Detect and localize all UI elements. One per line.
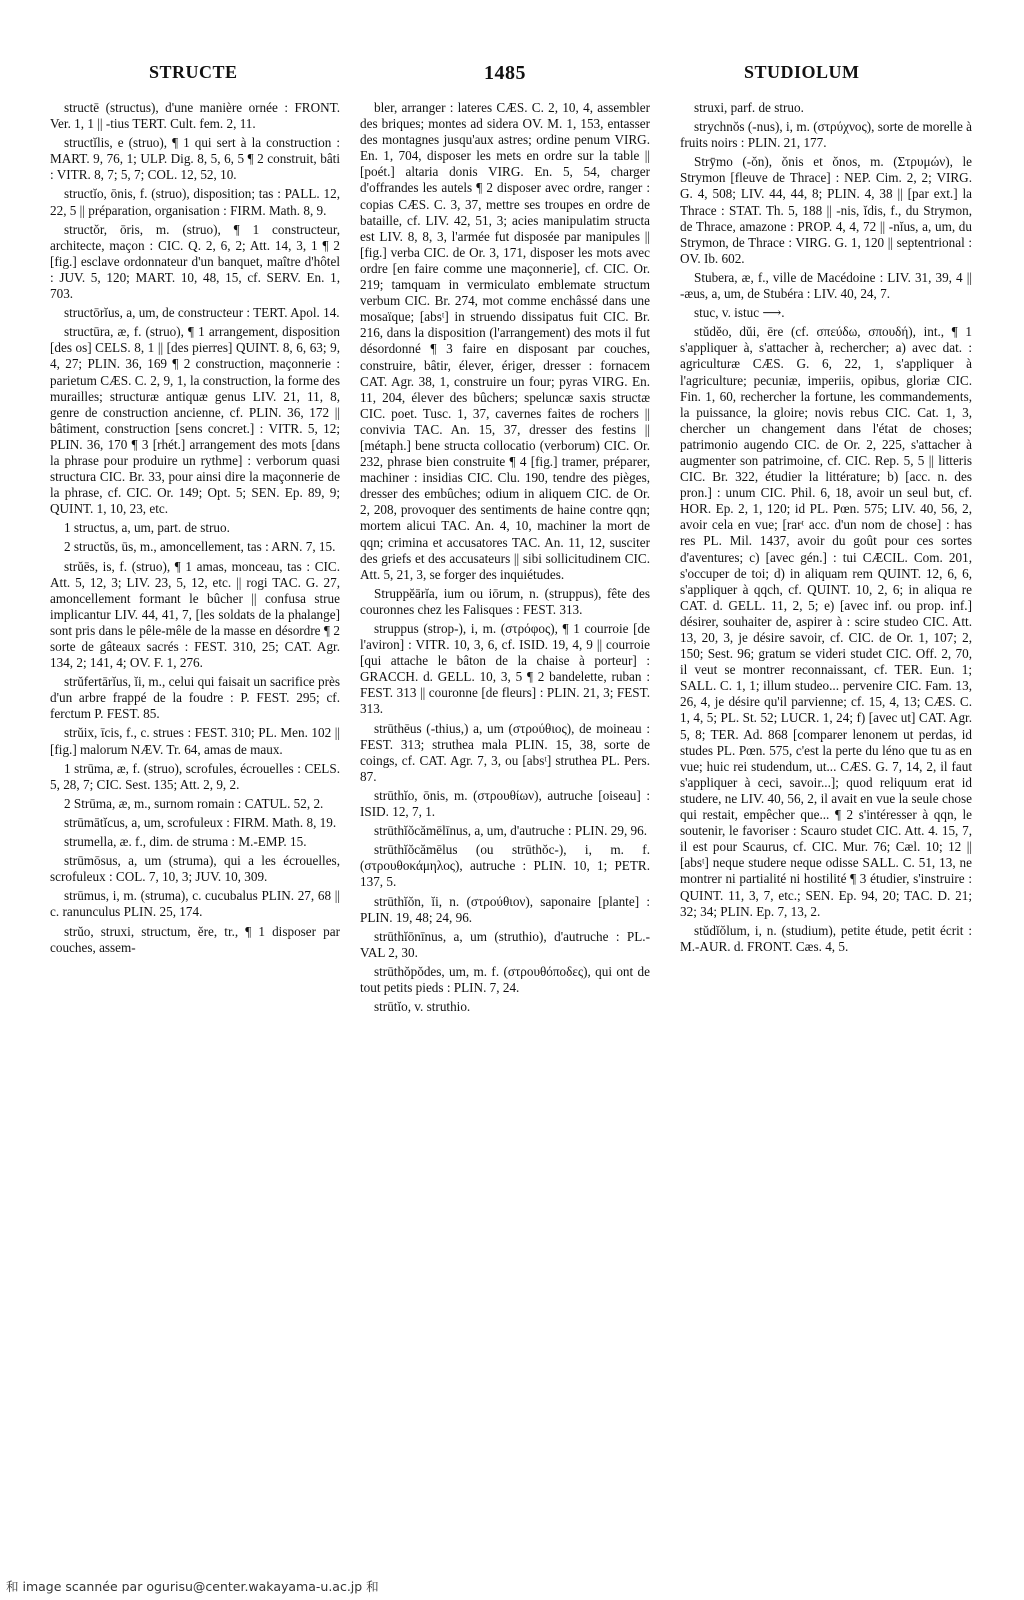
dictionary-entry: Strȳmo (-ŏn), ŏnis et ŏnos, m. (Στρυμών), le Strymon [fleuve de Thrace] : NEP. Cim. 2, 2; VIRG. G. 4, 508; LIV. 44, 44, 8; PLIN. 4, 38 || [par ext.] la Thrace : STAT. Th. 5, 188 || -nis, ĭdis, f., du Strymon, de Thrace, amazone : PROP. 4, 4, 72 || -nĭus, a, um, du Strymon, de Thrace : VIRG. G. 1, 120 || septentrional : OV. Ib. 602. [680, 154, 972, 266]
dictionary-entry: strūthĭŏcămēlus (ou strūthŏc-), i, m. f. (στρουθοκάμηλος), autruche : PLIN. 10, 1; PETR. 137, 5. [360, 842, 650, 890]
dictionary-entry: structūra, æ, f. (struo), ¶ 1 arrangement, disposition [des os] CELS. 8, 1 || [des pierres] QUINT. 8, 6, 63; 9, 4, 27; PLIN. 36, 169 ¶ 2 construction, maçonnerie : parietum CÆS. C. 2, 9, 1, la construction, la forme des murailles; structuræ antiquæ genus LIV. 21, 11, 8, genre de construction ancienne, cf. PLIN. 36, 172 || bâtiment, construction [sens concret.] : VITR. 5, 12; PLIN. 36, 170 ¶ 3 [rhét.] arrangement des mots [dans la phrase pour produire un rythme] : verborum quasi structura CIC. Br. 33, pour ainsi dire la maçonnerie de la phrase, cf. CIC. Or. 149; Opt. 5; SEN. Ep. 89, 9; QUINT. 1, 10, 23, etc. [50, 324, 340, 517]
column-3 [680, 100, 972, 958]
column-2 [360, 100, 650, 1018]
dictionary-entry: 1 structus, a, um, part. de struo. [64, 520, 230, 536]
dictionary-entry: struxi, parf. de struo. [694, 100, 804, 115]
header-first-word: STRUCTE [149, 62, 238, 82]
dictionary-entry: strūthĭŏcămēlīnus, a, um, d'autruche : PLIN. 29, 96. [374, 823, 648, 839]
dictionary-entry: strūmātĭcus, a, um, scrofuleux : FIRM. Math. 8, 19. [64, 814, 337, 830]
dictionary-entry: strūthĭōnīnus, a, um (struthio), d'autruche : PL.-VAL 2, 30. [360, 928, 650, 960]
dictionary-entry: strumella, æ. f., dim. de struma : M.-EMP. 15. [64, 834, 307, 850]
dictionary-entry: stŭdĕo, dŭi, ēre (cf. σπεύδω, σπουδή), int., ¶ 1 s'appliquer à, s'attacher à, rechercher; a) avec dat. : agriculturæ CÆS. G. 6, 22, 1, s'appliquer à l'agriculture; pecuniæ, imperiis, opibus, gloriæ CIC. Fin. 1, 60, rechercher la fortune, les commandements, la puissance, la gloire; novis rebus CIC. Cat. 1, 3, chercher un changement dans l'état de choses; patrimonio augendo CIC. de Or. 2, 225, s'attacher à augmenter son patrimoine, cf. CIC. Rep. 5, 5 || litteris CIC. Br. 322, étudier la littérature; b) [acc. n. des pron.] : unum CIC. Phil. 6, 18, avoir un seul but, cf. HOR. Ep. 2, 1, 120; id PL. Pœn. 575; LIV. 40, 56, 2, avoir cela en vue; [rarᵗ acc. d'un nom de chose] : has res PL. Mil. 1437, avoir du goût pour ces sortes d'aventures; c) [avec gén.] : tui CÆCIL. Com. 201, s'occuper de toi; d) in aliquam rem QUINT. 12, 6, 6, s'appliquer à qqch, cf. QUINT. 10, 2, 6; in aliqua re CAT. d. GELL. 11, 2, 5; e) [avec inf. ou prop. inf.] désirer, souhaiter de, aspirer à : scire studeo CIC. Att. 13, 20, 3, je désire savoir, cf. CIC. de Or. 1, 107; 2, 150; Sest. 96; gratum se videri studet CIC. Off. 2, 70, il veut se montrer reconnaissant, cf. TER. Eun. 1; SALL. C. 1, 1; illum studeo... pervenire CIC. Fam. 13, 26, 4, je désire qu'il parvienne; cf. 15, 4, 13; CÆS. C. 1, 4, 5; PL. St. 52; LUCR. 1, 24; f) [avec ut] CAT. Agr. 5, 8; TER. Ad. 868 [comparer lenonem ut perdas, id studes PL. Pœn. 575, c'est la perte du léno que tu as en vue; huic rei studendum, ut... CÆS. G. 7, 14, 2, il faut s'appliquer à ceci, savoir...]; quod reliquum erat id studere, ne LIV. 40, 56, 2, il avait en vue la seule chose qui restait, empêcher que... ¶ 2 s'intéresser à qqn, le soutenir, le favoriser : Scauro studet CIC. Att. 4. 15, 7, il est pour Scaurus, cf. CIC. Mur. 76; Cæl. 10; 12 || [absᵗ] neque studere neque odisse SALL. C. 51, 13, ne montrer ni partialité ni hostilité ¶ 3 étudier, s'instruire : QUINT. 11, 3, 7, etc.; SEN. Ep. 94, 20; TAC. D. 21; 32; 34; PLIN. Ep. 7, 13, 2. [680, 324, 972, 919]
dictionary-entry: strŭēs, is, f. (struo), ¶ 1 amas, monceau, tas : CIC. Att. 5, 12, 3; LIV. 23, 5, 12, etc. || rogi TAC. G. 27, amoncellement formant le bûcher || confusa strue implicantur LIV. 44, 41, 7, [les soldats de la phalange] sont pris dans le pêle-mêle de la masse en désordre ¶ 2 sorte de gâteaux sacrés : FEST. 310, 25; CAT. Agr. 134, 2; 141, 4; OV. F. 1, 276. [50, 558, 340, 671]
dictionary-entry: strŭfertārĭus, ĭi, m., celui qui faisait un sacrifice près d'un arbre frappé de la foudre : P. FEST. 295; cf. ferctum P. FEST. 85. [50, 674, 340, 722]
dictionary-entry: 2 Strūma, æ, m., surnom romain : CATUL. 52, 2. [64, 795, 324, 811]
dictionary-entry: structŏr, ōris, m. (struo), ¶ 1 constructeur, architecte, maçon : CIC. Q. 2, 6, 2; Att. 14, 3, 1 ¶ 2 [fig.] esclave ordonnateur d'un banquet, maître d'hôtel : JUV. 5, 120; MART. 10, 48, 15, cf. SERV. En. 1, 703. [50, 221, 340, 302]
dictionary-entry: structē (structus), d'une manière ornée : FRONT. Ver. 1, 1 || -tius TERT. Cult. fem. 2, 11. [50, 100, 340, 132]
dictionary-entry: strūmōsus, a, um (struma), qui a les écrouelles, scrofuleux : COL. 7, 10, 3; JUV. 10, 309. [50, 853, 340, 885]
dictionary-entry: strūthĭŏn, ĭi, n. (στρούθιον), saponaire [plante] : PLIN. 19, 48; 24, 96. [360, 893, 650, 925]
dictionary-entry: strŭix, īcis, f., c. strues : FEST. 310; PL. Men. 102 || [fig.] malorum NÆV. Tr. 64, amas de maux. [50, 725, 340, 757]
dictionary-entry: strūthēus (-thius,) a, um (στρούθιος), de moineau : FEST. 313; struthea mala PLIN. 15, 38, sorte de coings, cf. CAT. Agr. 7, 3, ou [absᵗ] struthea PL. Pers. 87. [360, 720, 650, 784]
dictionary-entry: strūmus, i, m. (struma), c. cucubalus PLIN. 27, 68 || c. ranunculus PLIN. 25, 174. [50, 888, 340, 920]
dictionary-entry: structĭlis, e (struo), ¶ 1 qui sert à la construction : MART. 9, 76, 1; ULP. Dig. 8, 5, 6, 5 ¶ 2 construit, bâti : VITR. 8, 7; 5, 7; COL. 12, 52, 10. [50, 135, 340, 183]
dictionary-entry: strūtĭo, v. struthio. [374, 999, 471, 1015]
dictionary-entry: stŭdĭŏlum, i, n. (studium), petite étude, petit écrit : M.-AUR. d. FRONT. Cæs. 4, 5. [680, 922, 972, 954]
dictionary-entry: structōrĭus, a, um, de constructeur : TERT. Apol. 14. [64, 305, 340, 321]
dictionary-entry: strŭo, struxi, structum, ĕre, tr., ¶ 1 disposer par couches, assem- [50, 923, 340, 955]
dictionary-entry: 1 strūma, æ, f. (struo), scrofules, écrouelles : CELS. 5, 28, 7; CIC. Sest. 135; Att. 2, 9, 2. [50, 760, 340, 792]
page-number: 1485 [484, 62, 526, 84]
dictionary-entry: structĭo, ōnis, f. (struo), disposition; tas : PALL. 12, 22, 5 || préparation, organisation : FIRM. Math. 8, 9. [50, 186, 340, 218]
dictionary-entry: struppus (strop-), i, m. (στρόφος), ¶ 1 courroie [de l'aviron] : VITR. 10, 3, 6, cf. ISID. 19, 4, 9 || courroie [qui attache le bâton de la chaise à porteur] : GRACCH. d. GELL. 10, 3, 5 ¶ 2 bandelette, ruban : FEST. 313 || couronne [de fleurs] : PLIN. 21, 3; FEST. 313. [360, 621, 650, 717]
scan-credit: 和 image scannée par ogurisu@center.wakayama-u.ac.jp 和 [6, 1579, 379, 1594]
dictionary-entry: Struppĕārĭa, ium ou iōrum, n. (struppus), fête des couronnes chez les Falisques : FEST. 313. [360, 585, 650, 617]
column-1 [50, 100, 340, 959]
dictionary-entry: 2 structŭs, ūs, m., amoncellement, tas : ARN. 7, 15. [64, 539, 336, 555]
dictionary-entry: strūthĭo, ōnis, m. (στρουθίων), autruche [oiseau] : ISID. 12, 7, 1. [360, 787, 650, 820]
dictionary-entry: strūthŏpŏdes, um, m. f. (στρουθόποδες), qui ont de tout petits pieds : PLIN. 7, 24. [360, 963, 650, 995]
dictionary-entry: stuc, v. istuc ⟶. [694, 305, 785, 321]
running-head [0, 58, 1024, 86]
dictionary-entry: strychnŏs (-nus), i, m. (στρύχνος), sorte de morelle à fruits noirs : PLIN. 21, 177. [680, 119, 972, 151]
dictionary-entry: Stubera, æ, f., ville de Macédoine : LIV. 31, 39, 4 || -æus, a, um, de Stubéra : LIV. 40, 24, 7. [680, 269, 972, 302]
header-last-word: STUDIOLUM [744, 62, 860, 82]
dictionary-entry: bler, arranger : lateres CÆS. C. 2, 10, 4, assembler des briques; montes ad sidera OV. M. 1, 153, entasser des montagnes jusqu'aux astres; ordine penum VIRG. En. 1, 704, disposer les mets en ordre sur la table || [poét.] altaria donis VIRG. En. 5, 54, charger d'offrandes les autels ¶ 2 disposer avec ordre, ranger : copias CÆS. C. 3, 37, mettre ses troupes en ordre de bataille, cf. LIV. 42, 51, 3; acies manipulatim structa est LIV. 8, 8, 3, l'armée fut disposée par manipules || [fig.] verba CIC. de Or. 3, 171, disposer les mots avec ordre [en faire comme une maçonnerie], cf. CIC. Or. 219; tamquam in vermiculato emblemate structum verbum CIC. Br. 274, mot comme enchâssé dans une mosaïque; [absᵗ] in struendo dissipatus fuit CIC. Br. 216, dans la disposition (l'arrangement) des mots il fut désordonné ¶ 3 faire en disposant par couches, construire, bâtir, élever, ériger, dresser : fornacem CAT. Agr. 38, 1, construire un four; pyras VIRG. En. 11, 204, élever des bûchers; speluncæ saxis structæ CIC. poet. Tusc. 1, 37, cavernes faites de rochers || convivia TAC. An. 15, 37, dresser des festins || [métaph.] bene structa collocatio (verborum) CIC. Or. 232, phrase bien construite ¶ 4 [fig.] tramer, préparer, machiner : insidias CIC. Clu. 190, tendre des pièges, dresser des embûches; odium in aliquem CIC. de Or. 2, 208, provoquer des sentiments de haine contre qqn; mortem alicui TAC. An. 4, 10, machiner la mort de qqn; crimina et accusatores TAC. An. 11, 12, susciter des griefs et des accusateurs || sibi sollicitudinem CIC. Att. 5, 21, 3, se forger des inquiétudes. [360, 100, 650, 582]
